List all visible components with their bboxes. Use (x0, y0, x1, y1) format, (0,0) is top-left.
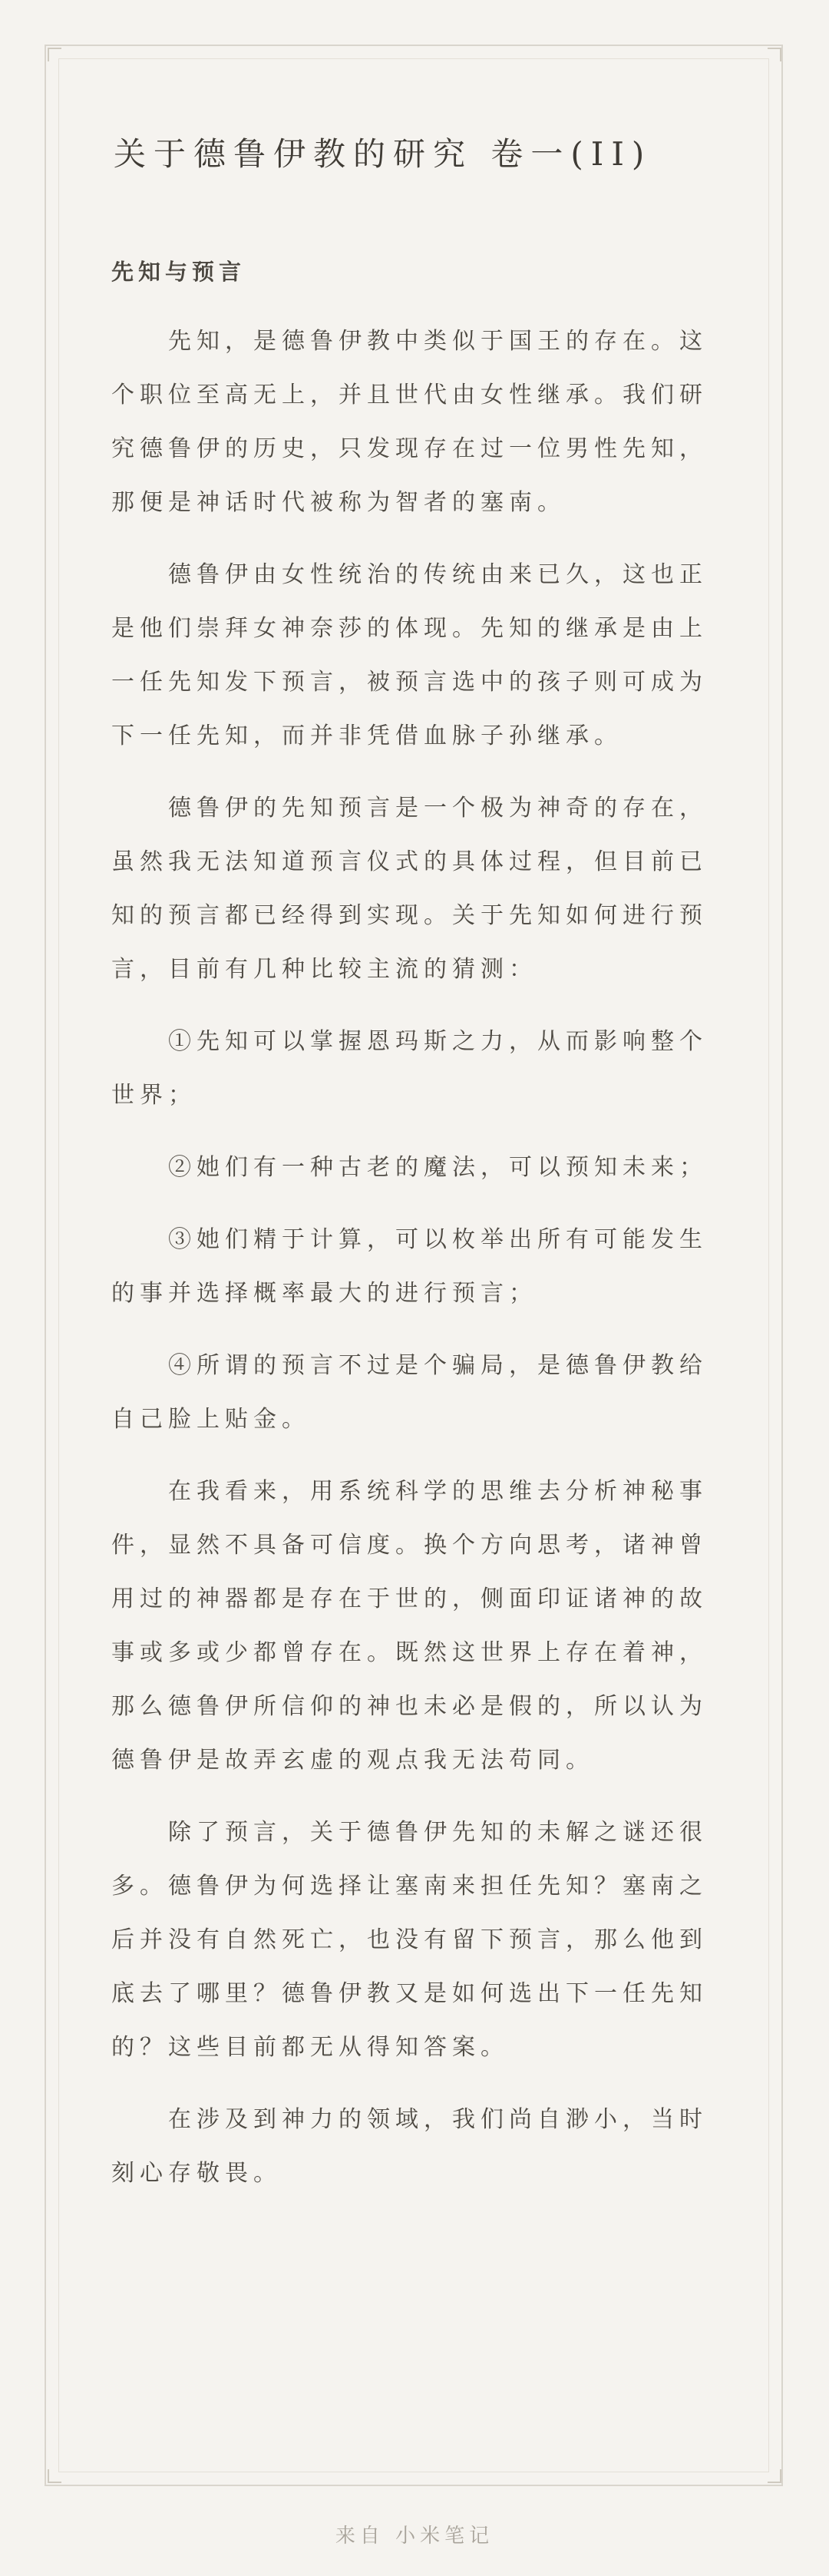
corner-ornament-top-right (768, 48, 781, 61)
paragraph-author-view: 在我看来，用系统科学的思维去分析神秘事件，显然不具备可信度。换个方向思考，诸神曾用过的神器都是存在于世的，侧面印证诸神的故事或多或少都曾存在。既然这世界上存在着神，那么德鲁伊所信仰的神也未必是假的，所以认为德鲁伊是故弄玄虚的观点我无法苟同。 (111, 1478, 708, 1774)
corner-ornament-top-left (48, 48, 61, 61)
section-heading: 先知与预言 (111, 259, 246, 285)
paragraph-female-tradition: 德鲁伊由女性统治的传统由来已久，这也正是他们崇拜女神奈莎的体现。先知的继承是由上一任先知发下预言，被预言选中的孩子则可成为下一任先知，而并非凭借血脉子孙继承。 (111, 561, 708, 749)
paragraph-prophecy-mystery: 德鲁伊的先知预言是一个极为神奇的存在，虽然我无法知道预言仪式的具体过程，但目前已知的预言都已经得到实现。关于先知如何进行预言，目前有几种比较主流的猜测： (111, 795, 708, 983)
corner-ornament-bottom-right (768, 2469, 781, 2483)
list-item-guess-2: ②她们有一种古老的魔法，可以预知未来； (168, 1154, 708, 1181)
corner-ornament-bottom-left (48, 2469, 61, 2483)
note-body[interactable] (111, 315, 718, 2219)
paragraph-unsolved-mysteries: 除了预言，关于德鲁伊先知的未解之谜还很多。德鲁伊为何选择让塞南来担任先知？塞南之后并没有自然死亡，也没有留下预言，那么他到底去了哪里？德鲁伊教又是如何选出下一任先知的？这些目前都无从得知答案。 (111, 1819, 708, 2061)
paragraph-closing: 在涉及到神力的领域，我们尚自渺小，当时刻心存敬畏。 (111, 2106, 708, 2187)
paragraph-prophet-intro: 先知，是德鲁伊教中类似于国王的存在。这个职位至高无上，并且世代由女性继承。我们研究德鲁伊的历史，只发现存在过一位男性先知，那便是神话时代被称为智者的塞南。 (111, 328, 708, 516)
list-item-guess-1: ①先知可以掌握恩玛斯之力，从而影响整个世界； (111, 1028, 708, 1109)
list-item-guess-4: ④所谓的预言不过是个骗局，是德鲁伊教给自己脸上贴金。 (111, 1352, 708, 1433)
footer-source: 来自 小米笔记 (335, 2525, 494, 2548)
note-title: 关于德鲁伊教的研究 卷一(II) (114, 135, 652, 173)
list-item-guess-3: ③她们精于计算，可以枚举出所有可能发生的事并选择概率最大的进行预言； (111, 1226, 708, 1307)
